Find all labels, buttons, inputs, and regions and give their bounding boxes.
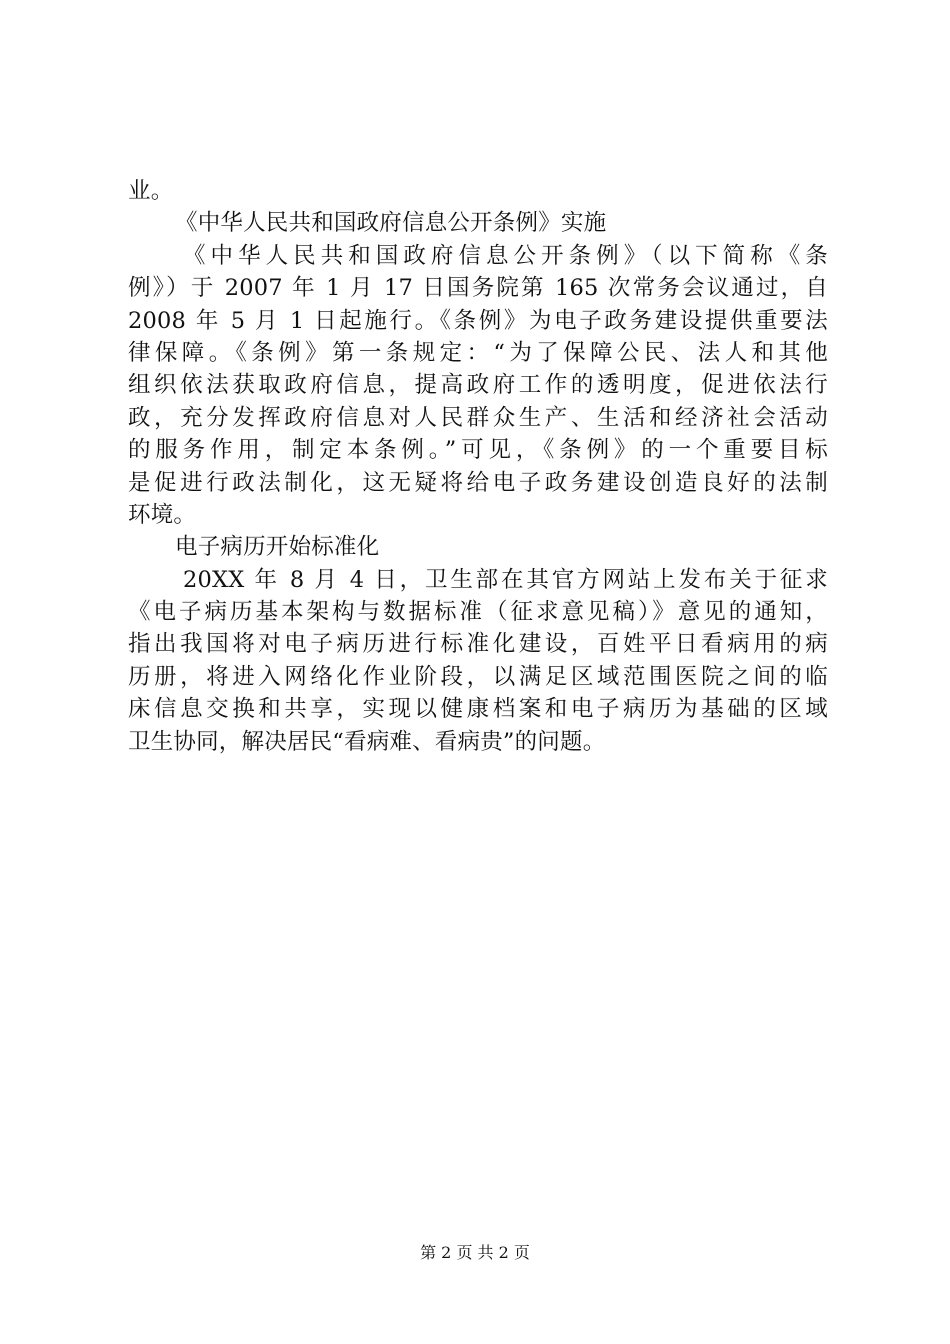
paragraph-line: 《中华人民共和国政府信息公开条例》（以下简称《条 (183, 242, 828, 269)
page-footer: 第 2 页 共 2 页 (420, 1243, 530, 1262)
paragraph-line: 床信息交换和共享，实现以健康档案和电子病历为基础的区域 (128, 696, 828, 723)
paragraph-line: 政，充分发挥政府信息对人民群众生产、生活和经济社会活动 (128, 404, 828, 431)
paragraph-line: 律保障。《条例》第一条规定：“为了保障公民、法人和其他 (128, 339, 828, 366)
paragraph-line: 环境。 (128, 501, 197, 528)
paragraph-tail-line: 业。 (128, 178, 174, 204)
document-body (128, 175, 828, 758)
paragraph-line: 历册，将进入网络化作业阶段，以满足区域范围医院之间的临 (128, 663, 828, 690)
paragraph-line: 指出我国将对电子病历进行标准化建设，百姓平日看病用的病 (128, 631, 828, 658)
paragraph-line: 组织依法获取政府信息，提高政府工作的透明度，促进依法行 (128, 372, 828, 399)
paragraph-line: 20XX 年 8 月 4 日，卫生部在其官方网站上发布关于征求 (183, 566, 828, 593)
paragraph-line: 2008 年 5 月 1 日起施行。《条例》为电子政务建设提供重要法 (128, 307, 828, 334)
paragraph-line: 是促进行政法制化，这无疑将给电子政务建设创造良好的法制 (128, 469, 828, 496)
paragraph-line: 《电子病历基本架构与数据标准（征求意见稿）》意见的通知， (128, 599, 828, 626)
paragraph-line: 的服务作用，制定本条例。”可见，《条例》的一个重要目标 (128, 437, 828, 464)
paragraph-line: 卫生协同，解决居民“看病难、看病贵”的问题。 (128, 728, 606, 755)
section-heading-emr: 电子病历开始标准化 (175, 534, 380, 561)
paragraph-line: 例》）于 2007 年 1 月 17 日国务院第 165 次常务会议通过，自 (128, 275, 828, 302)
section-heading-regulation: 《中华人民共和国政府信息公开条例》实施 (175, 210, 607, 237)
